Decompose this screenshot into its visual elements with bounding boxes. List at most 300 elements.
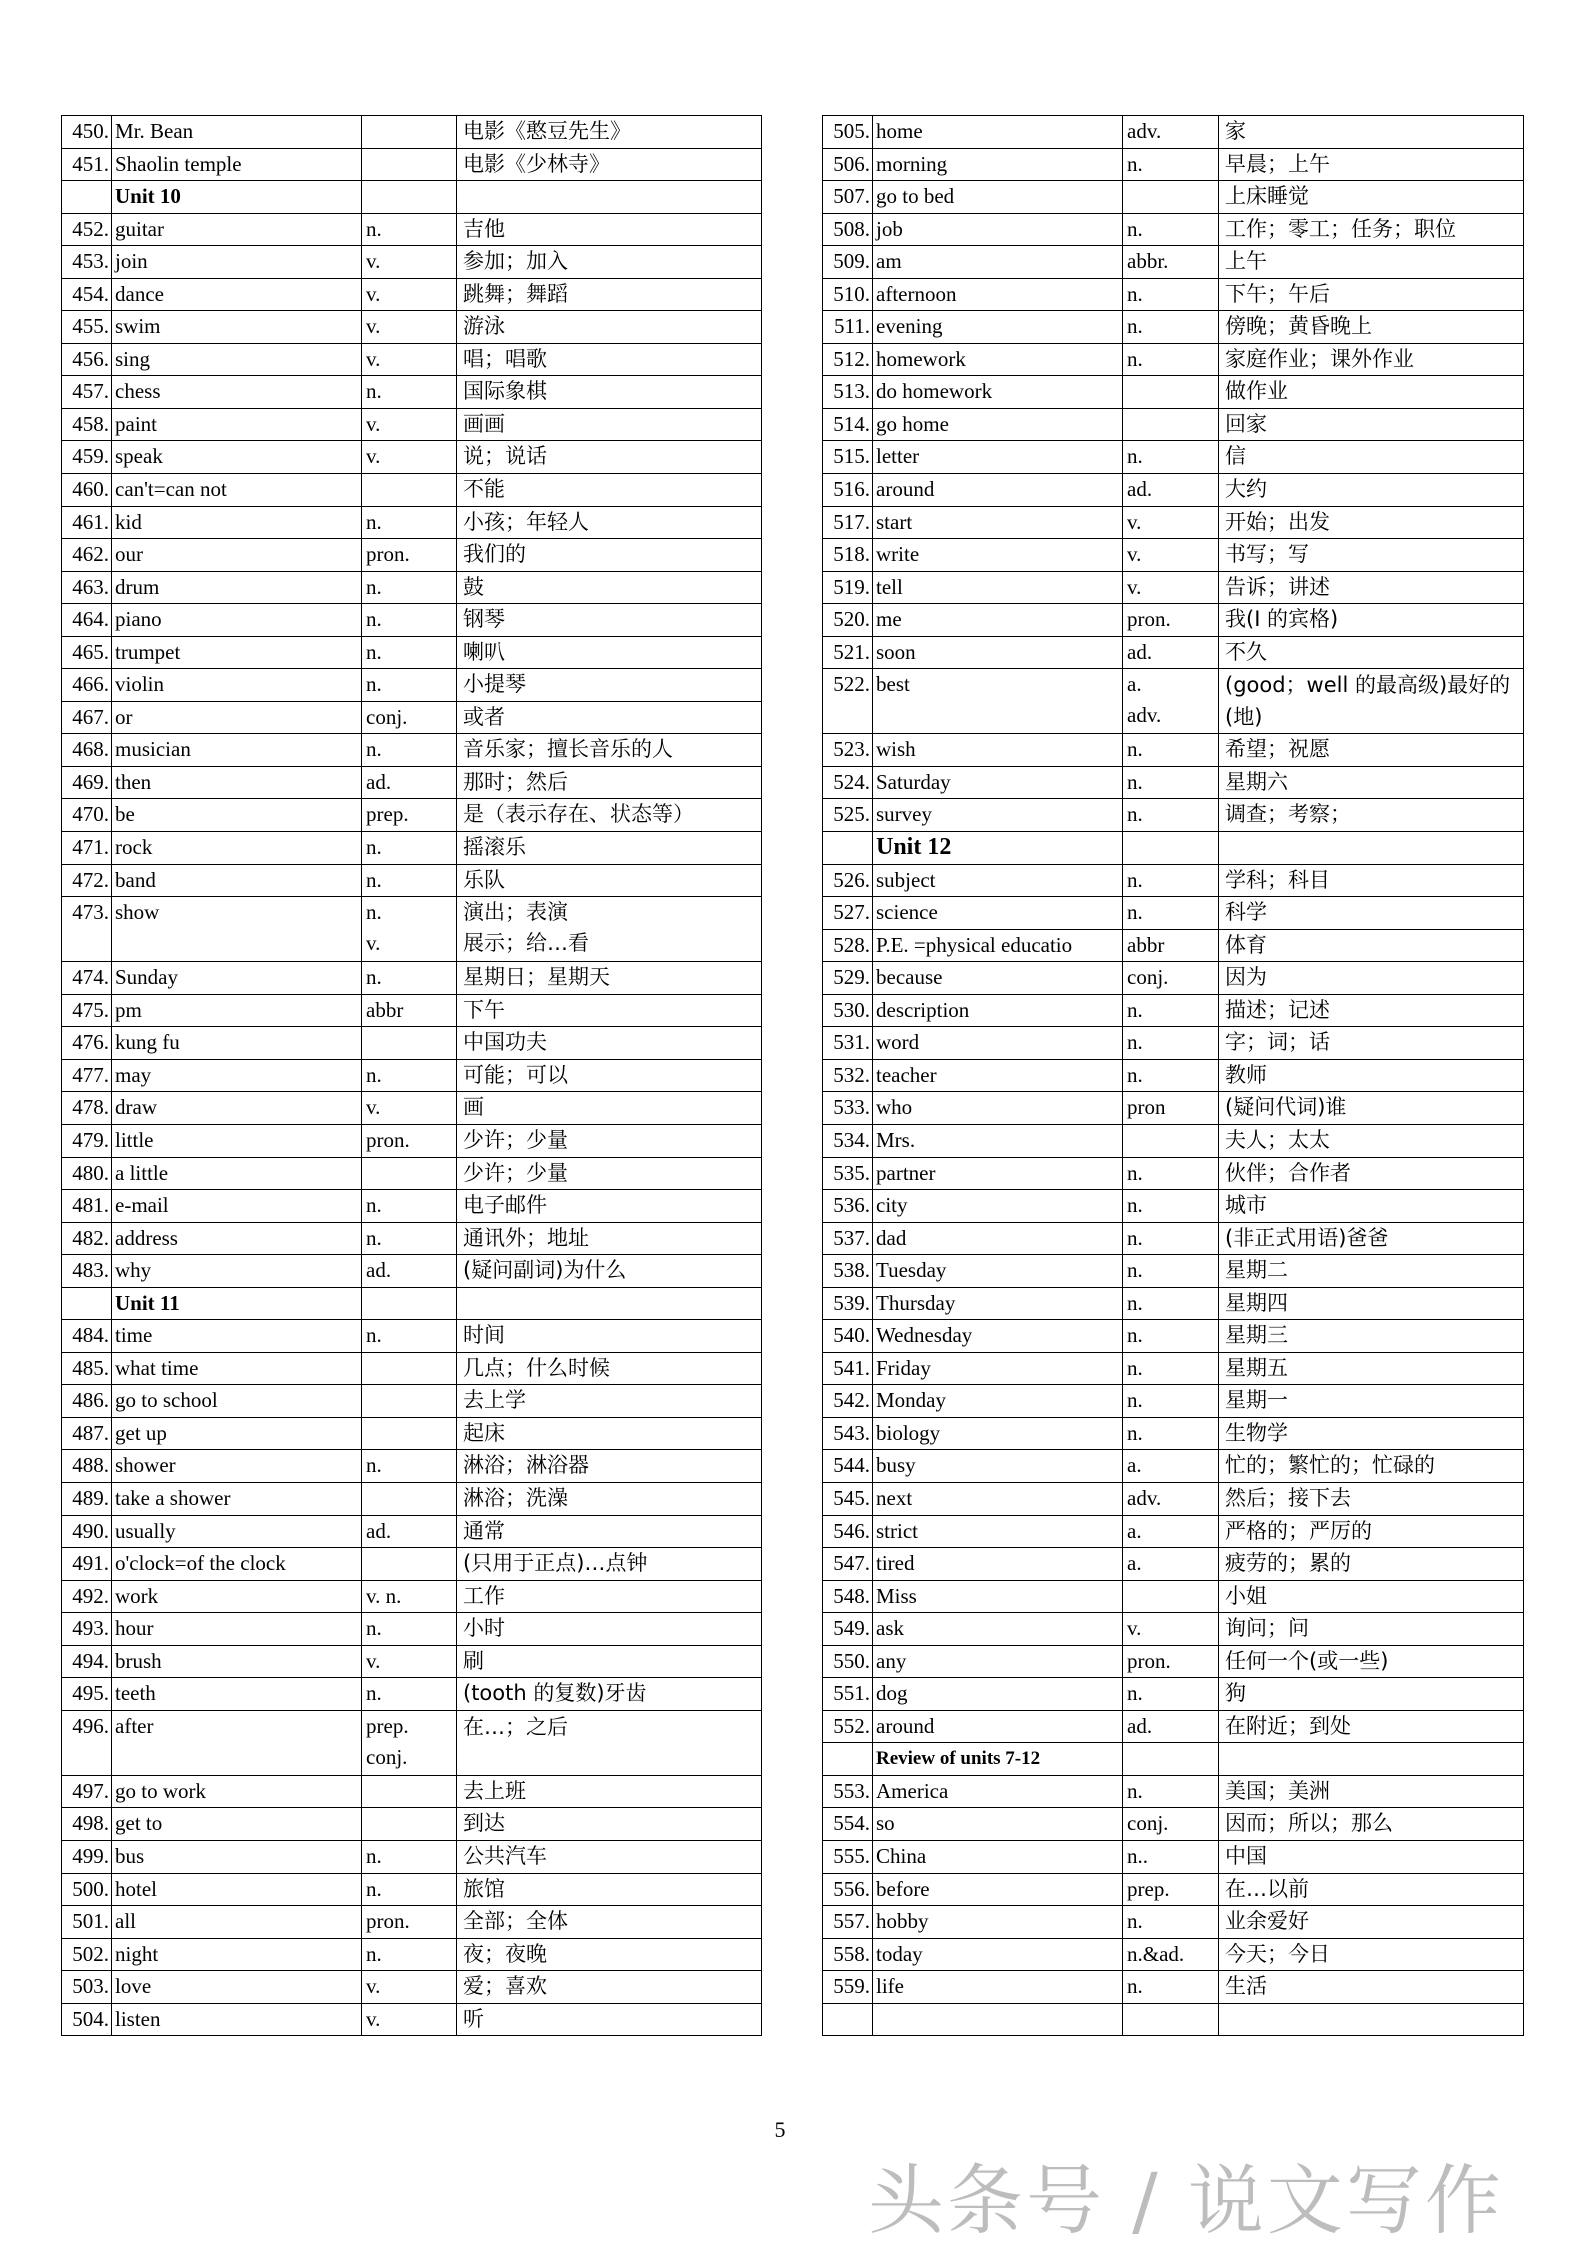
vocab-row <box>823 441 1524 474</box>
entry-part-of-speech: n. <box>1123 1157 1219 1190</box>
entry-number: 470. <box>62 799 112 832</box>
entry-word: a little <box>112 1157 362 1190</box>
entry-number: 490. <box>62 1515 112 1548</box>
entry-number: 530. <box>823 994 873 1027</box>
entry-number: 452. <box>62 213 112 246</box>
entry-meaning: 家庭作业；课外作业 <box>1219 343 1524 376</box>
entry-meaning: 疲劳的；累的 <box>1219 1548 1524 1581</box>
vocab-row <box>823 864 1524 897</box>
vocab-row <box>823 506 1524 539</box>
entry-meaning: 因而；所以；那么 <box>1219 1808 1524 1841</box>
entry-part-of-speech: v. <box>1123 539 1219 572</box>
entry-meaning: 星期四 <box>1219 1287 1524 1320</box>
vocab-row <box>62 311 762 344</box>
entry-meaning: 听 <box>457 2003 762 2036</box>
entry-meaning: 下午；午后 <box>1219 278 1524 311</box>
entry-meaning: 做作业 <box>1219 376 1524 409</box>
section-heading-row <box>62 181 762 214</box>
entry-part-of-speech: n. <box>1123 1678 1219 1711</box>
entry-part-of-speech <box>362 1548 457 1581</box>
entry-meaning: 电子邮件 <box>457 1190 762 1223</box>
entry-meaning: 电影《憨豆先生》 <box>457 116 762 149</box>
entry-part-of-speech: pron. <box>362 1906 457 1939</box>
entry-part-of-speech: v. <box>362 278 457 311</box>
entry-number: 492. <box>62 1580 112 1613</box>
vocab-row <box>823 1938 1524 1971</box>
vocab-row <box>823 1190 1524 1223</box>
entry-part-of-speech: conj. <box>1123 1808 1219 1841</box>
vocab-row <box>823 376 1524 409</box>
entry-number: 453. <box>62 246 112 279</box>
vocab-row <box>62 1190 762 1223</box>
vocab-row <box>62 1027 762 1060</box>
entry-meaning: 乐队 <box>457 864 762 897</box>
entry-meaning: 然后；接下去 <box>1219 1482 1524 1515</box>
vocab-row <box>823 2003 1524 2036</box>
entry-word: trumpet <box>112 636 362 669</box>
entry-part-of-speech: n. <box>1123 1027 1219 1060</box>
entry-meaning: 星期五 <box>1219 1352 1524 1385</box>
entry-number: 486. <box>62 1385 112 1418</box>
entry-meaning: 鼓 <box>457 571 762 604</box>
vocab-row <box>823 1385 1524 1418</box>
entry-meaning: 中国功夫 <box>457 1027 762 1060</box>
entry-word: brush <box>112 1645 362 1678</box>
section-heading-row <box>823 1743 1524 1776</box>
entry-meaning: 描述；记述 <box>1219 994 1524 1027</box>
entry-word: Review of units 7-12 <box>873 1743 1123 1776</box>
entry-part-of-speech <box>362 474 457 507</box>
entry-part-of-speech: v. <box>1123 1613 1219 1646</box>
entry-part-of-speech: n. <box>362 506 457 539</box>
entry-part-of-speech: n. <box>1123 1775 1219 1808</box>
entry-word: around <box>873 474 1123 507</box>
entry-part-of-speech <box>1123 376 1219 409</box>
entry-meaning: 通讯外；地址 <box>457 1222 762 1255</box>
section-heading-row <box>62 1287 762 1320</box>
entry-part-of-speech <box>362 1482 457 1515</box>
entry-part-of-speech: conj. <box>362 701 457 734</box>
entry-word: shower <box>112 1450 362 1483</box>
entry-number: 484. <box>62 1320 112 1353</box>
entry-word: around <box>873 1710 1123 1743</box>
entry-meaning: 大约 <box>1219 474 1524 507</box>
vocab-row <box>823 636 1524 669</box>
entry-part-of-speech: v. <box>362 441 457 474</box>
entry-word: e-mail <box>112 1190 362 1223</box>
vocab-row <box>62 701 762 734</box>
entry-part-of-speech: v. <box>362 311 457 344</box>
vocab-row <box>823 1840 1524 1873</box>
entry-number: 455. <box>62 311 112 344</box>
entry-number: 531. <box>823 1027 873 1060</box>
entry-meaning: 旅馆 <box>457 1873 762 1906</box>
vocab-row <box>62 994 762 1027</box>
entry-meaning: 通常 <box>457 1515 762 1548</box>
entry-word: ask <box>873 1613 1123 1646</box>
entry-part-of-speech: v. <box>362 2003 457 2036</box>
entry-word: speak <box>112 441 362 474</box>
entry-word: word <box>873 1027 1123 1060</box>
entry-part-of-speech: n. <box>1123 148 1219 181</box>
vocab-row <box>823 278 1524 311</box>
entry-meaning: 夫人；太太 <box>1219 1124 1524 1157</box>
entry-meaning: 时间 <box>457 1320 762 1353</box>
entry-word: may <box>112 1059 362 1092</box>
entry-number: 465. <box>62 636 112 669</box>
entry-number: 548. <box>823 1580 873 1613</box>
entry-word: go to bed <box>873 181 1123 214</box>
entry-number: 495. <box>62 1678 112 1711</box>
entry-part-of-speech: n. <box>362 1190 457 1223</box>
entry-part-of-speech <box>1123 1124 1219 1157</box>
entry-number: 553. <box>823 1775 873 1808</box>
entry-part-of-speech: ad. <box>1123 636 1219 669</box>
entry-number: 450. <box>62 116 112 149</box>
entry-meaning: 到达 <box>457 1808 762 1841</box>
page-number: 5 <box>774 2117 786 2142</box>
entry-number: 518. <box>823 539 873 572</box>
entry-number: 554. <box>823 1808 873 1841</box>
entry-word: swim <box>112 311 362 344</box>
vocab-row <box>62 148 762 181</box>
entry-word: show <box>112 897 362 962</box>
vocab-row <box>62 1710 762 1775</box>
entry-number: 451. <box>62 148 112 181</box>
entry-word: all <box>112 1906 362 1939</box>
entry-word: science <box>873 897 1123 930</box>
entry-number: 544. <box>823 1450 873 1483</box>
entry-part-of-speech: n. <box>362 571 457 604</box>
vocab-row <box>823 962 1524 995</box>
entry-word: work <box>112 1580 362 1613</box>
vocab-row <box>62 246 762 279</box>
entry-word: do homework <box>873 376 1123 409</box>
entry-number: 503. <box>62 1971 112 2004</box>
entry-word: before <box>873 1873 1123 1906</box>
entry-word: survey <box>873 799 1123 832</box>
entry-part-of-speech: n. <box>1123 278 1219 311</box>
entry-word: homework <box>873 343 1123 376</box>
vocab-row <box>62 441 762 474</box>
entry-part-of-speech: n. <box>1123 1971 1219 2004</box>
vocab-row <box>823 1222 1524 1255</box>
entry-part-of-speech: a. <box>1123 1515 1219 1548</box>
entry-meaning: 上床睡觉 <box>1219 181 1524 214</box>
entry-meaning: 钢琴 <box>457 604 762 637</box>
entry-word: Sunday <box>112 962 362 995</box>
entry-word: because <box>873 962 1123 995</box>
entry-part-of-speech: n. <box>1123 343 1219 376</box>
entry-word: hotel <box>112 1873 362 1906</box>
vocab-row <box>62 1320 762 1353</box>
vocab-row <box>62 1385 762 1418</box>
entry-meaning: 我(I 的宾格) <box>1219 604 1524 637</box>
entry-number: 513. <box>823 376 873 409</box>
entry-word: who <box>873 1092 1123 1125</box>
entry-number: 497. <box>62 1775 112 1808</box>
entry-part-of-speech <box>362 1385 457 1418</box>
entry-number: 464. <box>62 604 112 637</box>
entry-word: Mrs. <box>873 1124 1123 1157</box>
entry-part-of-speech: a. <box>1123 1450 1219 1483</box>
vocab-row <box>62 1971 762 2004</box>
entry-meaning: 星期日；星期天 <box>457 962 762 995</box>
entry-word: any <box>873 1645 1123 1678</box>
vocab-row <box>823 994 1524 1027</box>
entry-number: 473. <box>62 897 112 962</box>
entry-number: 467. <box>62 701 112 734</box>
entry-meaning <box>1219 1743 1524 1776</box>
entry-part-of-speech <box>362 1157 457 1190</box>
vocab-row <box>62 1938 762 1971</box>
entry-meaning: 信 <box>1219 441 1524 474</box>
vocab-row <box>823 1287 1524 1320</box>
vocab-row <box>823 1580 1524 1613</box>
entry-part-of-speech: pron <box>1123 1092 1219 1125</box>
entry-word: bus <box>112 1840 362 1873</box>
vocab-row <box>62 1450 762 1483</box>
entry-number: 542. <box>823 1385 873 1418</box>
entry-number: 505. <box>823 116 873 149</box>
vocab-row <box>823 1059 1524 1092</box>
entry-word: or <box>112 701 362 734</box>
entry-number: 511. <box>823 311 873 344</box>
entry-word: go to work <box>112 1775 362 1808</box>
vocab-row <box>62 669 762 702</box>
entry-word: what time <box>112 1352 362 1385</box>
entry-number: 491. <box>62 1548 112 1581</box>
vocab-row <box>62 636 762 669</box>
entry-number: 552. <box>823 1710 873 1743</box>
entry-number: 493. <box>62 1613 112 1646</box>
entry-word: musician <box>112 734 362 767</box>
vocab-row <box>62 1873 762 1906</box>
entry-number: 523. <box>823 734 873 767</box>
entry-number: 483. <box>62 1255 112 1288</box>
entry-number <box>823 2003 873 2036</box>
entry-word: start <box>873 506 1123 539</box>
entry-number: 521. <box>823 636 873 669</box>
entry-word: city <box>873 1190 1123 1223</box>
entry-word: life <box>873 1971 1123 2004</box>
entry-number: 508. <box>823 213 873 246</box>
entry-number <box>62 181 112 214</box>
entry-meaning: 体育 <box>1219 929 1524 962</box>
entry-number: 461. <box>62 506 112 539</box>
entry-part-of-speech: n. <box>362 1059 457 1092</box>
entry-part-of-speech: pron. <box>1123 1645 1219 1678</box>
vocab-row <box>62 506 762 539</box>
entry-word: why <box>112 1255 362 1288</box>
entry-word: drum <box>112 571 362 604</box>
entry-number: 478. <box>62 1092 112 1125</box>
entry-part-of-speech: n. <box>362 1840 457 1873</box>
entry-part-of-speech: prep. <box>362 799 457 832</box>
entry-word: little <box>112 1124 362 1157</box>
vocab-row <box>62 1059 762 1092</box>
entry-part-of-speech <box>1123 1743 1219 1776</box>
vocab-row <box>62 1515 762 1548</box>
entry-number: 458. <box>62 408 112 441</box>
entry-part-of-speech: v. <box>362 1971 457 2004</box>
vocab-row <box>823 1971 1524 2004</box>
entry-number: 526. <box>823 864 873 897</box>
entry-number: 482. <box>62 1222 112 1255</box>
entry-meaning: 小姐 <box>1219 1580 1524 1613</box>
vocab-row <box>823 1645 1524 1678</box>
entry-meaning: 学科；科目 <box>1219 864 1524 897</box>
entry-meaning: 少许；少量 <box>457 1124 762 1157</box>
entry-meaning: 下午 <box>457 994 762 1027</box>
vocab-row <box>62 1775 762 1808</box>
vocab-row <box>62 766 762 799</box>
entry-part-of-speech: n. <box>1123 441 1219 474</box>
entry-word: write <box>873 539 1123 572</box>
vocab-row <box>62 1482 762 1515</box>
vocab-row <box>823 181 1524 214</box>
entry-word: violin <box>112 669 362 702</box>
entry-part-of-speech: n. <box>362 1320 457 1353</box>
entry-number: 514. <box>823 408 873 441</box>
entry-part-of-speech: v. <box>1123 571 1219 604</box>
entry-number: 532. <box>823 1059 873 1092</box>
vocab-row <box>62 116 762 149</box>
entry-part-of-speech <box>362 181 457 214</box>
entry-word: piano <box>112 604 362 637</box>
entry-number: 498. <box>62 1808 112 1841</box>
entry-meaning: 电影《少林寺》 <box>457 148 762 181</box>
vocab-row <box>823 734 1524 767</box>
vocab-row <box>62 474 762 507</box>
entry-word: o'clock=of the clock <box>112 1548 362 1581</box>
entry-number: 533. <box>823 1092 873 1125</box>
entry-meaning: 不久 <box>1219 636 1524 669</box>
entry-part-of-speech: n.&ad. <box>1123 1938 1219 1971</box>
vocab-row <box>62 1580 762 1613</box>
entry-meaning: 淋浴；洗澡 <box>457 1482 762 1515</box>
entry-meaning: 去上学 <box>457 1385 762 1418</box>
section-heading-row <box>823 832 1524 865</box>
entry-meaning: 家 <box>1219 116 1524 149</box>
entry-meaning: 任何一个(或一些) <box>1219 1645 1524 1678</box>
entry-number: 520. <box>823 604 873 637</box>
entry-part-of-speech: n. <box>1123 1320 1219 1353</box>
entry-number: 551. <box>823 1678 873 1711</box>
entry-part-of-speech: n. <box>362 832 457 865</box>
entry-part-of-speech: adv. <box>1123 116 1219 149</box>
entry-meaning: 星期六 <box>1219 766 1524 799</box>
entry-meaning: 告诉；讲述 <box>1219 571 1524 604</box>
entry-word: subject <box>873 864 1123 897</box>
entry-word: kung fu <box>112 1027 362 1060</box>
vocab-row <box>62 213 762 246</box>
vocab-row <box>823 539 1524 572</box>
entry-meaning: 全部；全体 <box>457 1906 762 1939</box>
entry-word: be <box>112 799 362 832</box>
entry-meaning: 今天；今日 <box>1219 1938 1524 1971</box>
entry-part-of-speech: prep. conj. <box>362 1710 457 1775</box>
entry-number: 519. <box>823 571 873 604</box>
vocab-row <box>823 1450 1524 1483</box>
entry-meaning: 回家 <box>1219 408 1524 441</box>
entry-meaning <box>1219 832 1524 865</box>
entry-meaning: 开始；出发 <box>1219 506 1524 539</box>
entry-word: China <box>873 1840 1123 1873</box>
vocab-row <box>823 343 1524 376</box>
vocab-row <box>823 311 1524 344</box>
entry-number: 481. <box>62 1190 112 1223</box>
entry-number: 543. <box>823 1417 873 1450</box>
entry-word: paint <box>112 408 362 441</box>
entry-word: sing <box>112 343 362 376</box>
entry-part-of-speech: v. <box>1123 506 1219 539</box>
entry-meaning: 中国 <box>1219 1840 1524 1873</box>
vocab-row <box>62 799 762 832</box>
entry-meaning <box>457 1287 762 1320</box>
entry-meaning: 在…以前 <box>1219 1873 1524 1906</box>
entry-part-of-speech <box>1123 1580 1219 1613</box>
entry-number: 494. <box>62 1645 112 1678</box>
entry-part-of-speech: abbr <box>362 994 457 1027</box>
entry-part-of-speech: n. <box>362 864 457 897</box>
entry-meaning: 生物学 <box>1219 1417 1524 1450</box>
entry-part-of-speech: abbr. <box>1123 246 1219 279</box>
entry-word: busy <box>873 1450 1123 1483</box>
vocab-row <box>823 766 1524 799</box>
entry-number: 556. <box>823 1873 873 1906</box>
entry-number: 479. <box>62 1124 112 1157</box>
entry-part-of-speech: n. <box>1123 897 1219 930</box>
entry-number <box>62 1287 112 1320</box>
entry-part-of-speech: n. <box>1123 213 1219 246</box>
vocab-row <box>823 1613 1524 1646</box>
entry-number: 480. <box>62 1157 112 1190</box>
entry-number: 541. <box>823 1352 873 1385</box>
entry-number: 510. <box>823 278 873 311</box>
entry-part-of-speech: n. <box>362 213 457 246</box>
entry-number: 506. <box>823 148 873 181</box>
vocab-row <box>62 1548 762 1581</box>
entry-part-of-speech: n. <box>362 1222 457 1255</box>
entry-part-of-speech: v. <box>362 1645 457 1678</box>
entry-word: wish <box>873 734 1123 767</box>
vocab-row <box>62 1678 762 1711</box>
entry-number: 471. <box>62 832 112 865</box>
entry-part-of-speech <box>1123 181 1219 214</box>
entry-part-of-speech: pron. <box>1123 604 1219 637</box>
entry-number: 529. <box>823 962 873 995</box>
entry-meaning: (good；well 的最高级)最好的(地) <box>1219 669 1524 734</box>
entry-meaning: 询问；问 <box>1219 1613 1524 1646</box>
entry-number: 500. <box>62 1873 112 1906</box>
vocab-row <box>823 1124 1524 1157</box>
entry-word: band <box>112 864 362 897</box>
vocab-row <box>823 669 1524 734</box>
entry-meaning: (只用于正点)…点钟 <box>457 1548 762 1581</box>
entry-number: 534. <box>823 1124 873 1157</box>
entry-meaning: 是（表示存在、状态等） <box>457 799 762 832</box>
entry-part-of-speech <box>1123 832 1219 865</box>
entry-part-of-speech: a. adv. <box>1123 669 1219 734</box>
entry-word: so <box>873 1808 1123 1841</box>
entry-word: night <box>112 1938 362 1971</box>
entry-meaning: 说；说话 <box>457 441 762 474</box>
vocab-row <box>62 734 762 767</box>
entry-word: rock <box>112 832 362 865</box>
vocab-row <box>823 571 1524 604</box>
vocab-row <box>823 1352 1524 1385</box>
